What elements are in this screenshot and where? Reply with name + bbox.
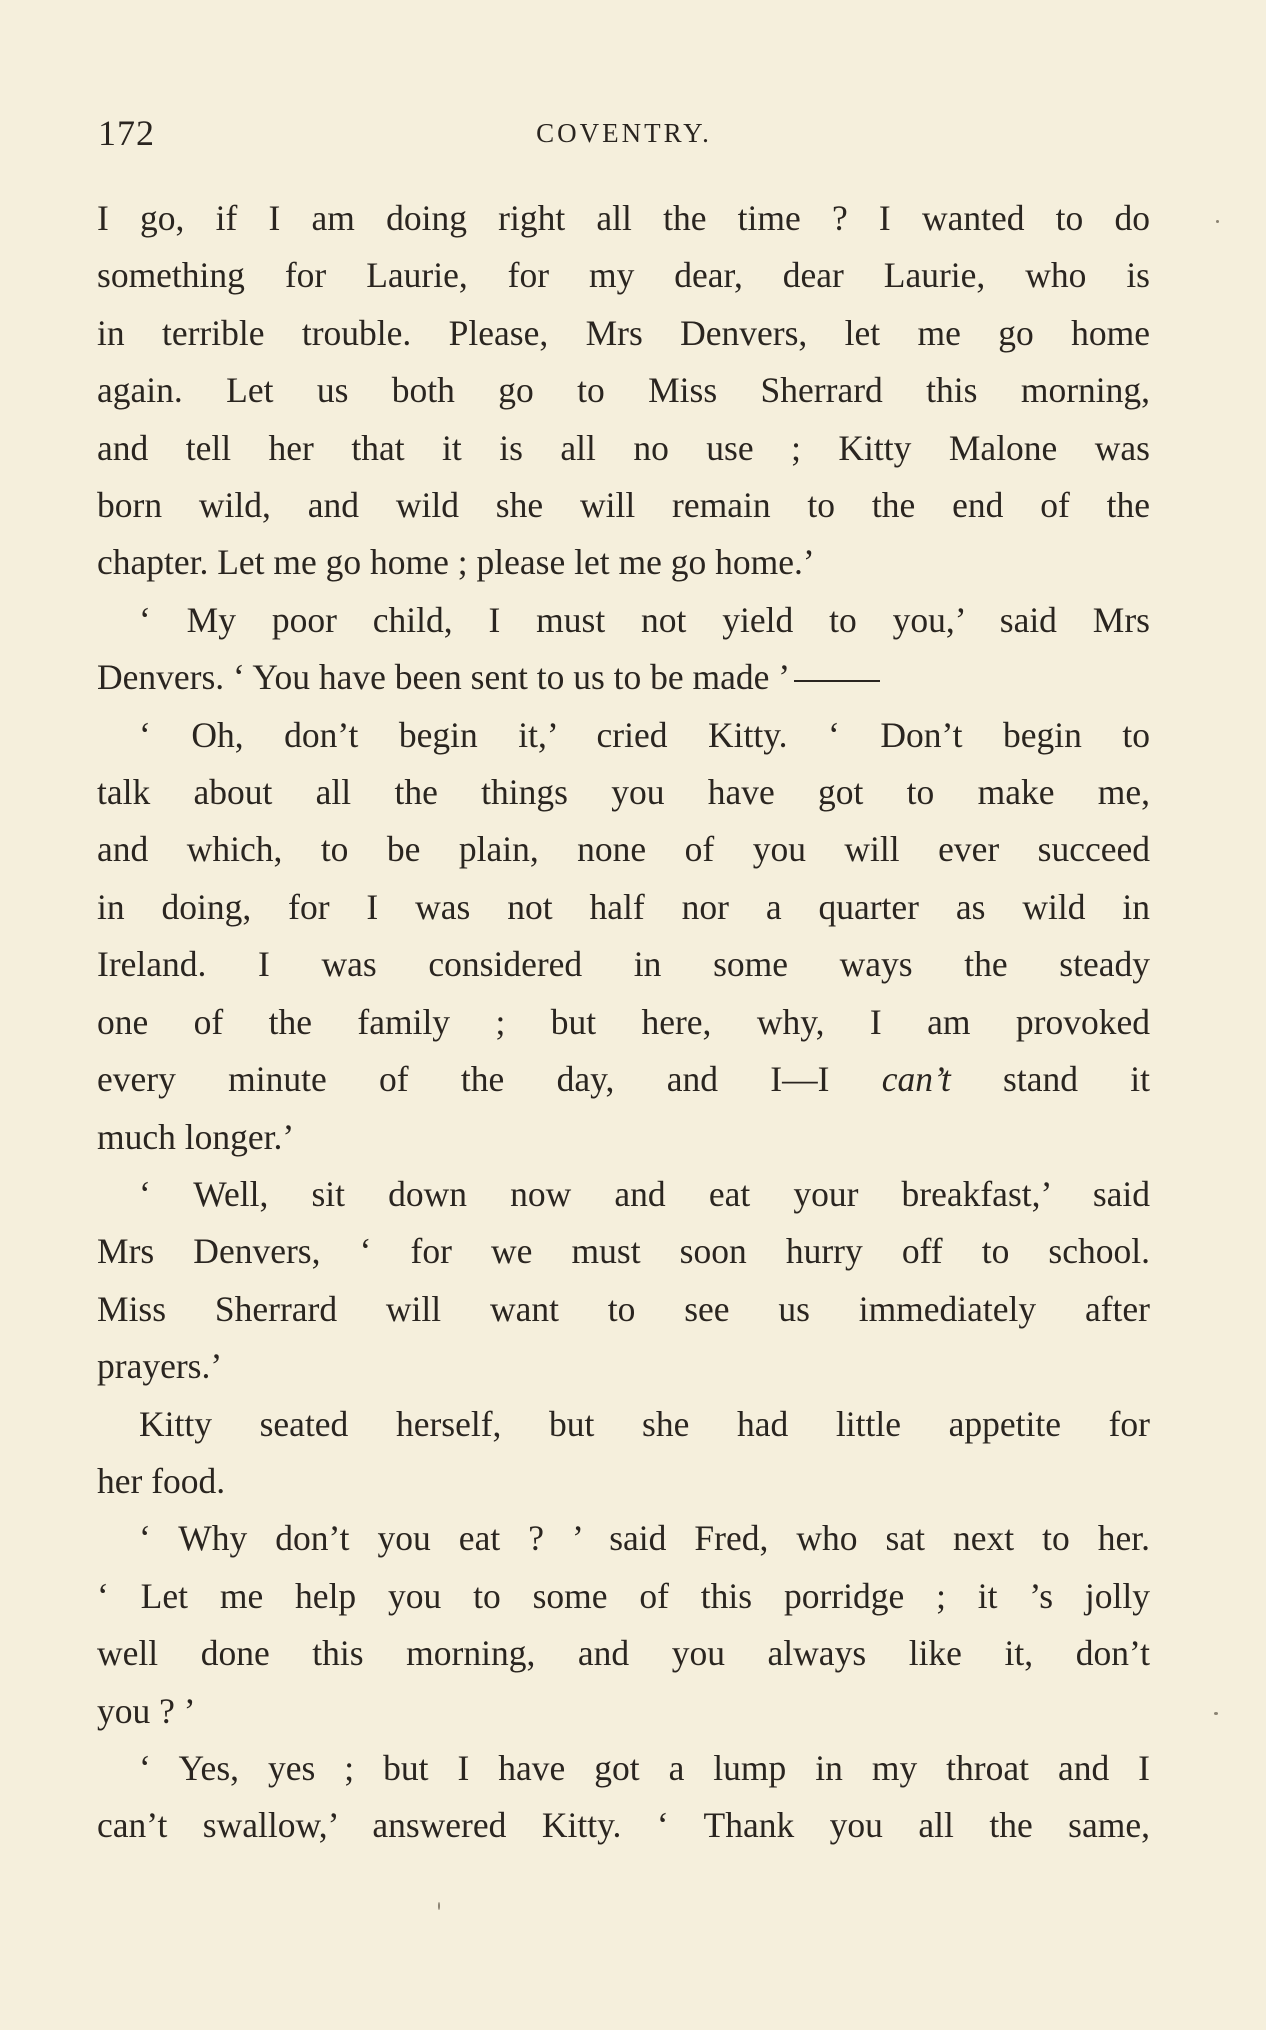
em-dash-rule [794,680,880,682]
text-line: chapter. Let me go home ; please let me go home.’ [97,542,815,583]
text-line: Denvers. ‘ You have been sent to us to be made ’ [97,649,1150,706]
text-line: ‘ Well, sit down now and eat your breakfast,’ said [139,1173,1150,1214]
paragraph [97,1740,1150,1855]
text-line: ‘ Why don’t you eat ? ’ said Fred, who sat next to her. [139,1518,1150,1559]
text-line: well done this morning, and you always like it, don’t [97,1633,1150,1674]
text-line: and which, to be plain, none of you will ever succeed [97,829,1150,870]
text-line: ‘ Yes, yes ; but I have got a lump in my throat and I [139,1747,1150,1788]
text-line: I go, if I am doing right all the time ? I wanted to do [97,198,1150,238]
text-line: talk about all the things you have got to make me, [97,772,1150,813]
text-line: Mrs Denvers, ‘ for we must soon hurry off to school. [97,1231,1150,1272]
text-line: ‘ My poor child, I must not yield to you,’ said Mrs [139,599,1150,640]
text-line: ‘ Let me help you to some of this porridge ; it ’s jolly [97,1575,1150,1616]
paragraph [97,1510,1150,1740]
text-line: in terrible trouble. Please, Mrs Denvers, let me go home [97,312,1150,353]
text-line: one of the family ; but here, why, I am provoked [97,1001,1150,1042]
text-line: prayers.’ [97,1346,223,1387]
page-number: 172 [98,113,155,153]
paper-speck [1216,220,1219,223]
paper-speck [1214,1712,1218,1715]
emphasis: can’t [881,1059,951,1100]
text-line: Ireland. I was considered in some ways the steady [97,944,1150,985]
text-line: ‘ Oh, don’t begin it,’ cried Kitty. ‘ Don’t begin to [139,714,1150,755]
paragraph [97,1166,1150,1396]
text-line: her food. [97,1460,226,1501]
running-head [98,112,1150,156]
text-line: Miss Sherrard will want to see us immediately after [97,1288,1150,1329]
paragraph [97,707,1150,1166]
text-line: much longer.’ [97,1116,295,1157]
text-line: you ? ’ [97,1690,196,1731]
paragraph [97,190,1150,592]
text-line: something for Laurie, for my dear, dear Laurie, who is [97,255,1150,296]
paragraph [97,1396,1150,1511]
text-line: every minute of the day, and I—I can’t stand it [97,1059,1150,1100]
text-line: Kitty seated herself, but she had little appetite for [139,1403,1150,1444]
body-text [97,190,1150,1855]
running-title: COVENTRY. [536,118,712,148]
text-line: born wild, and wild she will remain to the end of the [97,485,1150,526]
paragraph [97,592,1150,707]
text-line: can’t swallow,’ answered Kitty. ‘ Thank you all the same, [97,1805,1150,1846]
paper-speck [438,1902,440,1910]
text-line: in doing, for I was not half nor a quarter as wild in [97,886,1150,927]
text-line: and tell her that it is all no use ; Kitty Malone was [97,427,1150,468]
text-line: again. Let us both go to Miss Sherrard this morning, [97,370,1150,411]
